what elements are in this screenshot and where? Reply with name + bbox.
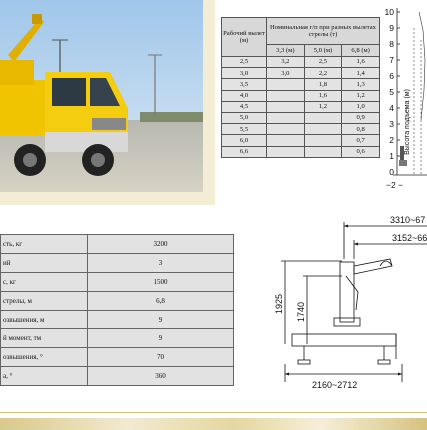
capacity-cell: 0,8: [342, 124, 380, 135]
decorative-divider: [0, 412, 427, 413]
y-tick-label: 0: [389, 167, 394, 177]
capacity-cell: 2,5: [304, 57, 342, 68]
capacity-cell: 1,6: [304, 90, 342, 101]
capacity-cell: 3,2: [267, 57, 305, 68]
y-tick-label: 9: [389, 23, 394, 33]
table-row: [1, 272, 234, 291]
capacity-cell: [267, 79, 305, 90]
table-row: [1, 291, 234, 310]
reach-cell: 4,5: [222, 101, 267, 112]
capacity-cell: 2,2: [304, 68, 342, 79]
y-axis-label: Высота подъема (м): [404, 89, 411, 155]
spec-label: й момент, тм: [1, 329, 88, 348]
y-tick-label: 8: [389, 39, 394, 49]
dimension-label: 3310~67: [390, 215, 426, 225]
reach-cell: 6,6: [222, 146, 267, 157]
reach-cell: 3,5: [222, 79, 267, 90]
capacity-cell: [267, 124, 305, 135]
spec-value: 3: [88, 253, 234, 272]
dimension-label: 1740: [296, 301, 306, 322]
crane-technical-drawing: [262, 214, 427, 399]
spec-value: 3200: [88, 235, 234, 254]
spec-label: озвышения, м: [1, 310, 88, 329]
decorative-gold-band: [0, 418, 427, 430]
capacity-cell: [267, 146, 305, 157]
spec-value: 70: [88, 348, 234, 367]
capacity-cell: [304, 135, 342, 146]
spec-value: 9: [88, 329, 234, 348]
table-row: [222, 101, 380, 112]
spec-label: озвышения, °: [1, 348, 88, 367]
capacity-cell: 0,6: [342, 146, 380, 157]
capacity-header: Номинальная г/п при разных вылетах стрелы (т): [267, 18, 380, 45]
capacity-cell: 1,8: [304, 79, 342, 90]
reach-cell: 3,0: [222, 68, 267, 79]
spec-label: ий: [1, 253, 88, 272]
dimension-label: 2160~2712: [312, 380, 358, 390]
reach-cell: 4,0: [222, 90, 267, 101]
spec-label: с, кг: [1, 272, 88, 291]
spec-value: 360: [88, 367, 234, 386]
spec-label: стрелы, м: [1, 291, 88, 310]
capacity-cell: 3,0: [267, 68, 305, 79]
boom-length-header: 5,0 (м): [304, 45, 342, 57]
x-tick-label: −2 −: [386, 180, 404, 190]
capacity-cell: [267, 112, 305, 123]
capacity-cell: 1,2: [304, 101, 342, 112]
spec-value: 6,8: [88, 291, 234, 310]
y-tick-label: 4: [389, 103, 394, 113]
lift-height-chart: [383, 0, 427, 195]
capacity-cell: 0,7: [342, 135, 380, 146]
y-tick-label: 6: [389, 71, 394, 81]
table-row: [222, 79, 380, 90]
table-row: [222, 135, 380, 146]
table-row: [222, 68, 380, 79]
y-tick-label: 5: [389, 87, 394, 97]
table-row: [1, 329, 234, 348]
specs-table: [0, 234, 234, 386]
reach-cell: 6,0: [222, 135, 267, 146]
table-row: [1, 367, 234, 386]
capacity-cell: [267, 90, 305, 101]
capacity-cell: 1,4: [342, 68, 380, 79]
y-tick-label: 3: [389, 119, 394, 129]
reach-cell: 2,5: [222, 57, 267, 68]
capacity-cell: 1,0: [342, 101, 380, 112]
reach-header: Рабочий вылет (м): [222, 18, 267, 57]
spec-label: а, °: [1, 367, 88, 386]
capacity-cell: [304, 112, 342, 123]
y-tick-label: 2: [389, 135, 394, 145]
dimension-label: 1925: [274, 293, 284, 314]
capacity-cell: [267, 101, 305, 112]
reach-cell: 5,0: [222, 112, 267, 123]
y-tick-label: 10: [384, 7, 394, 17]
y-tick-label: 1: [389, 151, 394, 161]
capacity-cell: 1,2: [342, 90, 380, 101]
spec-value: 9: [88, 310, 234, 329]
table-row: [1, 253, 234, 272]
capacity-cell: [304, 124, 342, 135]
table-row: [222, 112, 380, 123]
table-row: [1, 310, 234, 329]
reach-cell: 5,5: [222, 124, 267, 135]
capacity-cell: 0,9: [342, 112, 380, 123]
capacity-cell: 1,6: [342, 57, 380, 68]
y-tick-label: 7: [389, 55, 394, 65]
boom-length-header: 3,3 (м): [267, 45, 305, 57]
spec-value: 1500: [88, 272, 234, 291]
spec-label: сть, кг: [1, 235, 88, 254]
table-row: [222, 146, 380, 157]
boom-length-header: 6,8 (м): [342, 45, 380, 57]
truck-crane-photo: [0, 0, 215, 205]
table-row: [222, 124, 380, 135]
capacity-cell: [267, 135, 305, 146]
table-row: [1, 348, 234, 367]
load-capacity-table: [221, 17, 380, 158]
capacity-cell: 1,3: [342, 79, 380, 90]
capacity-cell: [304, 146, 342, 157]
table-row: [222, 57, 380, 68]
table-row: [222, 90, 380, 101]
table-row: [1, 235, 234, 254]
dimension-label: 3152~66: [392, 233, 427, 243]
